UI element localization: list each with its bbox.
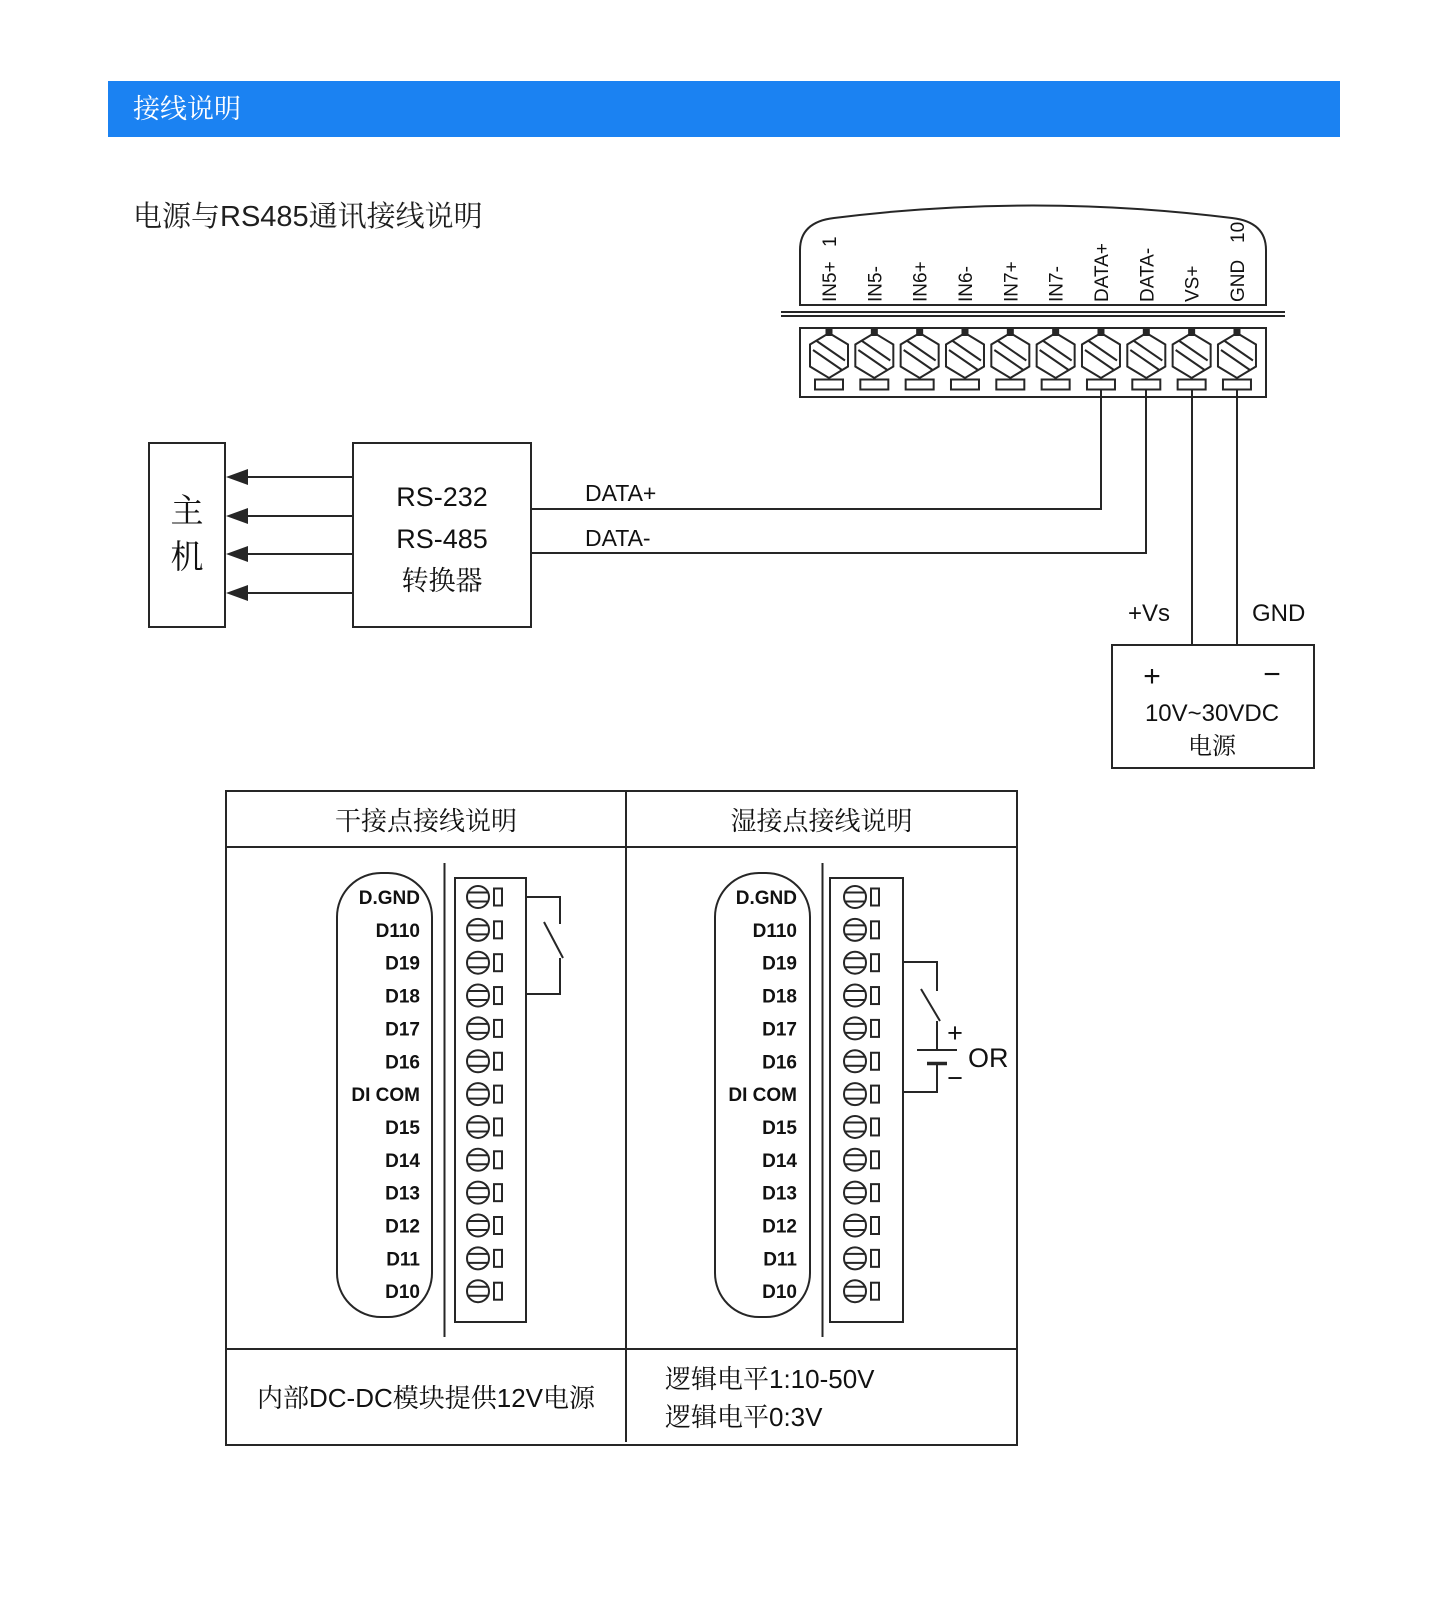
screw-terminal-hex [946,333,984,378]
screw-head [844,1280,866,1302]
screw-head [467,985,489,1007]
screw-slot-line [907,341,936,361]
table-footer-row [227,1348,1016,1442]
wire-clamp [1223,380,1251,390]
screw-terminal-hex [1082,333,1120,378]
terminal-rows [351,886,502,1303]
screw-terminal-hex [1127,333,1165,378]
dry-contact-diagram [337,863,563,1337]
switch-blade [921,989,940,1021]
wire-slot [871,1118,879,1135]
terminal-label: D16 [762,1052,797,1074]
screw-slot-line [994,350,1023,370]
screw-head [467,1116,489,1138]
wire-slot [871,1151,879,1168]
terminal-label: D17 [385,1019,420,1041]
screw-head [467,1149,489,1171]
table-header-dry: 干接点接线说明 [227,792,627,846]
screw-terminal-hex [855,333,893,378]
power-rs485-wiring-diagram [0,140,1440,790]
wire-slot [871,921,879,938]
wire-clamp [906,380,934,390]
screw-slot-line [952,341,981,361]
host-box [149,443,225,627]
footer-wet-note [627,1350,1016,1442]
wire-slot [494,987,502,1004]
screw-head [467,1280,489,1302]
terminal-label: D110 [375,920,420,942]
screw-head [844,1182,866,1204]
power-plus-sign: + [1143,660,1161,693]
terminal-label: D.GND [358,888,420,909]
screw-head [844,1247,866,1269]
wire-slot [871,1217,879,1234]
screw-terminal-hex [810,333,848,378]
screw-head [844,1083,866,1105]
switch-blade [544,922,563,958]
power-voltage-label: 10V~30VDC [1144,700,1280,727]
screw-head [467,1215,489,1237]
wire-clamp [860,380,888,390]
pin-number-last: 10 [1227,221,1249,243]
pin-number-first: 1 [820,236,841,247]
pin-label: DATA- [1137,247,1159,302]
pin-label: VS+ [1182,265,1204,302]
wire-slot [494,889,502,906]
table-body-row [227,848,1016,1348]
host-label-line2: 机 [170,538,204,575]
wire-slot [871,1250,879,1267]
pin-label: IN5- [865,266,887,302]
wire-slot [871,954,879,971]
battery-minus-sign: − [947,1063,963,1093]
screw-head [467,886,489,908]
switch-wire-bottom [527,958,560,994]
terminal-label: D14 [762,1150,797,1172]
screw-head [467,1017,489,1039]
wire-slot [871,987,879,1004]
screw-head [467,1182,489,1204]
page-title: 电源与RS485通讯接线说明 [133,201,483,233]
pin-label: IN6+ [910,261,932,302]
terminal-rows [728,886,879,1303]
pin-label: IN7- [1046,266,1068,302]
wire-slot [871,1283,879,1300]
terminal-label: D13 [385,1183,420,1205]
pin-label: IN7+ [1001,261,1023,302]
terminal-strip [800,328,1266,397]
screw-head [844,1149,866,1171]
terminal-label: D10 [385,1282,420,1304]
screw-slot-line [904,350,933,370]
converter-label-line3: 转换器 [401,566,483,596]
data-minus-label: DATA- [585,525,651,551]
terminal-label: D11 [386,1249,420,1271]
logic-level-0: 逻辑电平0:3V [665,1401,823,1432]
screw-head [844,952,866,974]
wire-clamp [1087,380,1115,390]
or-label: OR [968,1043,1009,1073]
terminal-label: D19 [385,953,420,975]
screw-head [844,985,866,1007]
screw-slot-line [1085,350,1114,370]
screw-slot-line [1040,350,1069,370]
screw-slot-line [1221,350,1250,370]
screw-head [467,1050,489,1072]
wire-slot [871,1020,879,1037]
screw-head [844,886,866,908]
section-header-bar [108,81,1340,137]
wire-slot [494,1184,502,1201]
screw-slot-line [997,341,1026,361]
pin-label: DATA+ [1091,243,1113,302]
wire-clamp [815,380,843,390]
terminal-label: DI COM [728,1085,797,1107]
switch-wire-top [526,897,560,924]
screw-slot-line [816,341,845,361]
screw-slot-line [1176,350,1205,370]
screw-slot-line [1133,341,1162,361]
screw-slot-line [861,341,890,361]
converter-host-arrows [226,469,353,601]
terminal-label: D110 [752,920,797,942]
screw-head [844,919,866,941]
vs-wire-label: +Vs [1127,600,1170,627]
host-label-line1: 主 [170,492,204,529]
data-plus-label: DATA+ [585,480,657,506]
wire-slot [871,889,879,906]
switch-wire-top [903,962,937,991]
wire-slot [494,1151,502,1168]
wire-slot [494,954,502,971]
power-minus-sign: − [1263,658,1281,691]
terminal-label: D16 [385,1052,420,1074]
wire-slot [871,1184,879,1201]
screw-slot-line [1043,341,1072,361]
terminal-label: D18 [762,986,797,1008]
screw-slot-line [1224,341,1253,361]
wire-clamp [1042,380,1070,390]
wire-slot [494,1020,502,1037]
wire-slot [494,1086,502,1103]
battery-plus-sign: + [947,1018,963,1048]
terminal-label: D18 [385,986,420,1008]
wire-slot [494,921,502,938]
pin-label: GND [1227,259,1249,302]
screw-head [844,1116,866,1138]
wire-slot [871,1053,879,1070]
wire-slot [494,1053,502,1070]
screw-terminal-hex [901,333,939,378]
screw-terminal-hex [1218,333,1256,378]
wire-slot [494,1217,502,1234]
wire-slot [871,1086,879,1103]
wire-clamp [1132,380,1160,390]
terminal-label: D15 [762,1117,797,1139]
gnd-wire-label: GND [1252,600,1306,627]
screw-head [467,1083,489,1105]
terminal-label: D11 [763,1249,797,1271]
terminal-label: D14 [385,1150,420,1172]
terminal-strip [455,878,526,1322]
converter-label-line1: RS-232 [396,482,488,512]
wire-clamp [996,380,1024,390]
screw-slot-line [1088,341,1117,361]
screw-head [467,1247,489,1269]
terminal-label: D15 [385,1117,420,1139]
switch-wire-bottom [903,1065,937,1092]
terminal-label: D.GND [735,888,797,909]
power-source-label: 电源 [1188,733,1236,760]
screw-terminal-hex [1173,333,1211,378]
screw-terminal-hex [1037,333,1075,378]
terminal-label: D12 [385,1216,420,1238]
converter-label-line2: RS-485 [396,524,488,554]
terminal-label: D17 [762,1019,797,1041]
screw-terminal-hex [991,333,1029,378]
screw-head [844,1017,866,1039]
wet-contact-diagram [715,863,1009,1337]
screw-head [844,1215,866,1237]
screw-slot-line [858,350,887,370]
screw-head [844,1050,866,1072]
terminal-label: D19 [762,953,797,975]
logic-level-1: 逻辑电平1:10-50V [665,1363,875,1394]
wire-clamp [1178,380,1206,390]
footer-dry-note: 内部DC-DC模块提供12V电源 [227,1350,627,1442]
wire-clamp [951,380,979,390]
wire-slot [494,1250,502,1267]
pin-label: IN6- [955,266,977,302]
terminal-label: D13 [762,1183,797,1205]
screw-slot-line [813,350,842,370]
screw-head [467,952,489,974]
wire-slot [494,1118,502,1135]
section-header-label: 接线说明 [133,94,241,124]
screw-slot-line [1179,341,1208,361]
table-header-wet: 湿接点接线说明 [730,805,913,836]
wire-slot [494,1283,502,1300]
terminal-label: D12 [762,1216,797,1238]
terminal-label: DI COM [351,1085,420,1107]
terminal-label: D10 [762,1282,797,1304]
screw-head [467,919,489,941]
pin-label: IN5+ [820,261,841,302]
contact-diagrams [227,848,1016,1348]
table-header-row [227,792,1016,848]
screw-slot-line [1130,350,1159,370]
contact-wiring-table [225,790,1018,1446]
screw-slot-line [949,350,978,370]
